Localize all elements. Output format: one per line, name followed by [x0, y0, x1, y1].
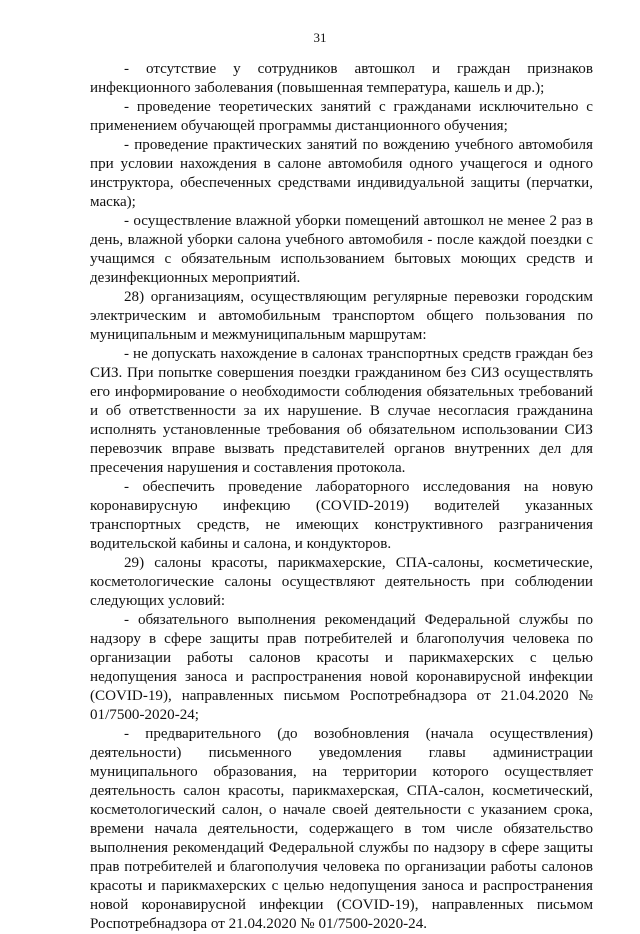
- paragraph-theory-remote: - проведение теоретических занятий с гражданами исключительно с применением обучающей программы дистанционного обучения;: [90, 99, 593, 134]
- paragraph-prior-notification: - предварительного (до возобновления (начала осуществления) деятельности) письменного уведомления главы администрации муниципального образования, на территории которого осуществляет деятельность салон красоты, парикмахерская, СПА-салон, косметический, косметологический салон, о начале своей деятельности с указанием срока, времени начала деятельности, содержащего в том числе обязательство выполнения рекомендаций Федеральной службы по надзору в сфере защиты прав потребителей и благополучия человека по организации работы салонов красоты и парикмахерских с целью недопущения заноса и распространения новой коронавирусной инфекции (COVID-19), направленных письмом Роспотребнадзора от 21.04.2020 № 01/7500-2020-24.: [90, 726, 593, 932]
- paragraph-no-ppe-passengers: - не допускать нахождение в салонах транспортных средств граждан без СИЗ. При попытке совершения поездки гражданином без СИЗ осуществлять его информирование о необходимости соблюдения обязательных требований и об ответственности за их нарушение. В случае несогласия гражданина исполнять установленные требования об обязательном использовании СИЗ перевозчик вправе вызвать представителей органов внутренних дел для пресечения нарушения и составления протокола.: [90, 346, 593, 476]
- paragraph-practical-driving: - проведение практических занятий по вождению учебного автомобиля при условии нахождения в салоне автомобиля одного учащегося и одного инструктора, обеспеченных средствами индивидуальной защиты (перчатки, маска);: [90, 137, 593, 210]
- paragraph-item-28-transport: 28) организациям, осуществляющим регулярные перевозки городским электрическим и автомобильным транспортом общего пользования по муниципальным и межмуниципальным маршрутам:: [90, 289, 593, 343]
- document-body: [90, 60, 593, 934]
- page-number: 31: [313, 30, 327, 45]
- paragraph-rospotrebnadzor-recommendations: - обязательного выполнения рекомендаций Федеральной службы по надзору в сфере защиты прав потребителей и благополучия человека по организации работы салонов красоты и парикмахерских с целью недопущения заноса и распространения новой коронавирусной инфекции (COVID-19), направленных письмом Роспотребнадзора от 21.04.2020 № 01/7500-2020-24;: [90, 612, 593, 723]
- paragraph-wet-cleaning: - осуществление влажной уборки помещений автошкол не менее 2 раз в день, влажной уборки салона учебного автомобиля - после каждой поездки с учащимся с обязательным использованием бытовых моющих средств и дезинфекционных мероприятий.: [90, 213, 593, 286]
- paragraph-covid-testing-drivers: - обеспечить проведение лабораторного исследования на новую коронавирусную инфекцию (COVID-2019) водителей указанных транспортных средств, не имеющих конструктивного разграничения водительской кабины и салона, и кондукторов.: [90, 479, 593, 552]
- paragraph-item-29-salons: 29) салоны красоты, парикмахерские, СПА-салоны, косметические, косметологические салоны осуществляют деятельность при соблюдении следующих условий:: [90, 555, 593, 609]
- paragraph-driving-school-symptoms: - отсутствие у сотрудников автошкол и граждан признаков инфекционного заболевания (повышенная температура, кашель и др.);: [90, 61, 593, 96]
